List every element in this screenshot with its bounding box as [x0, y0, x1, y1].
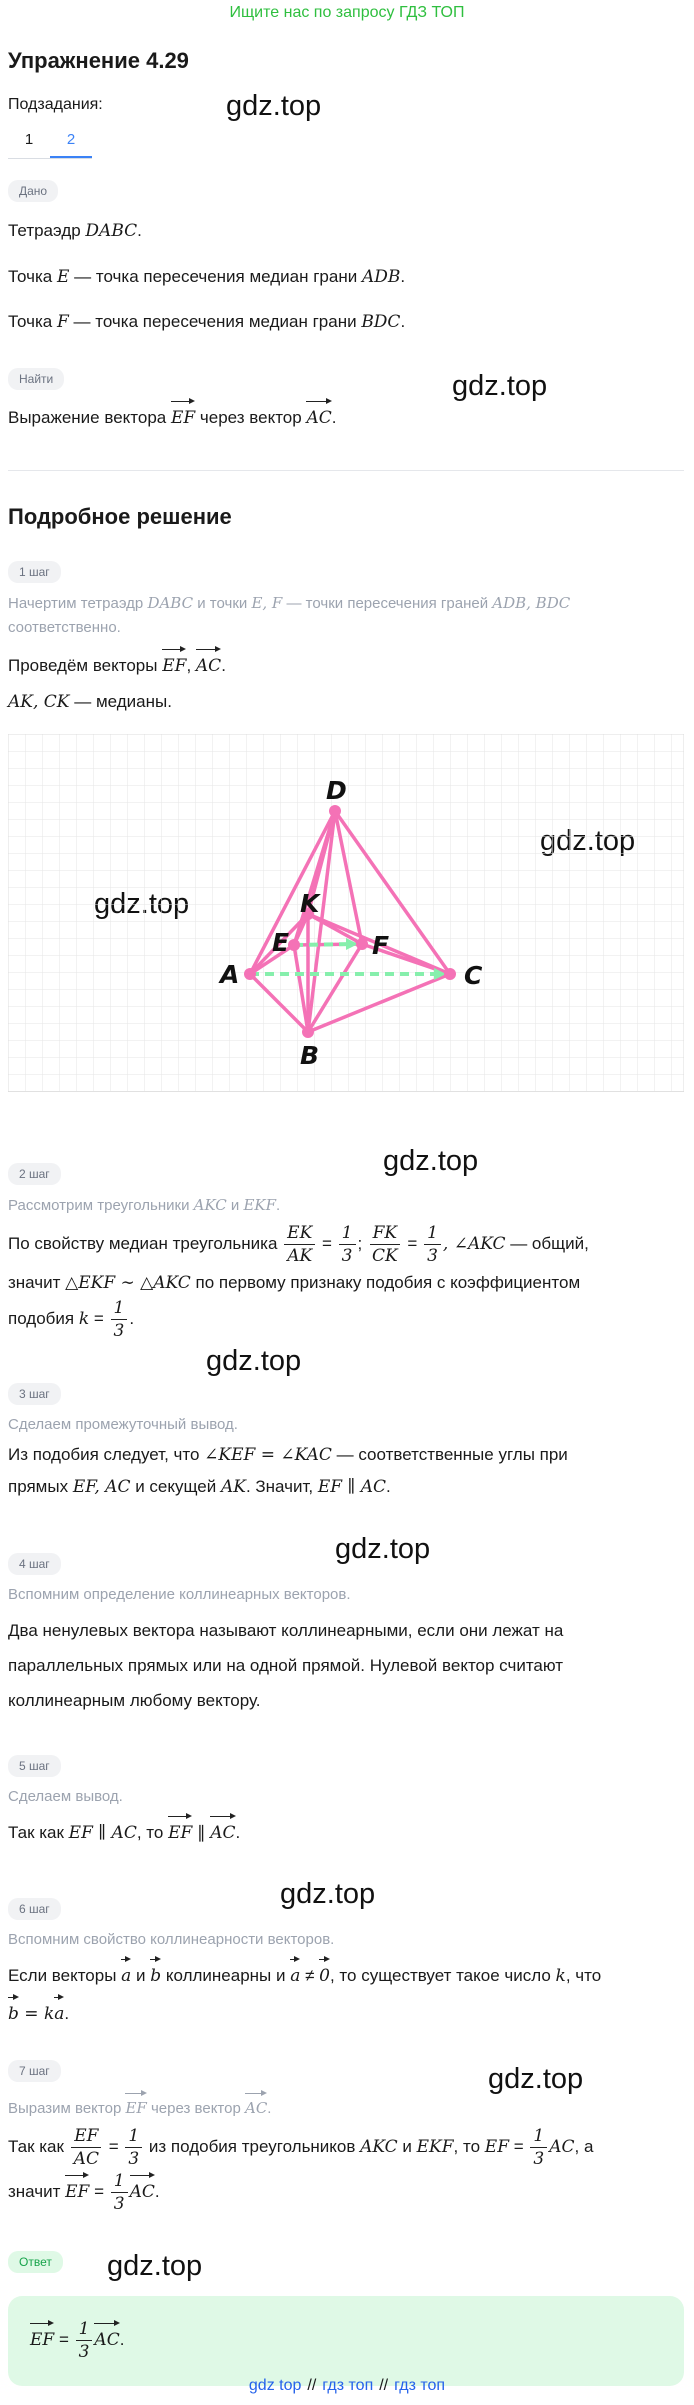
watermark: gdz.top — [335, 1533, 431, 1565]
label-D: D — [326, 776, 347, 805]
footer-link[interactable]: гдз топ — [322, 2377, 374, 2394]
answer-pill-row — [8, 2251, 684, 2273]
step-pill: 5 шаг — [8, 1755, 61, 1777]
watermark: gdz.top — [206, 1345, 302, 1377]
footer-link[interactable]: gdz top — [248, 2377, 302, 2394]
label-F: F — [372, 931, 390, 960]
step-pill: 6 шаг — [8, 1898, 61, 1920]
tab-1[interactable]: 1 — [24, 131, 34, 148]
solution-title: Подробное решение — [8, 504, 232, 529]
answer-box: EF = $\frac{1}{3}$ AC. — [8, 2296, 684, 2386]
step-2: 2 шаг Рассмотрим треугольники AKC и EKF. По свойству медиан треугольника $\frac{EK}{AK}$ = $\frac{1}{3}$ ; $\frac{FK}{CK}$ = $\frac{1}{3}$ , ∠AKC — общий, значит △EKF ∼ △AKC по первому признаку подобия с коэффициентом подобия k = $\frac{1}{3}$ . — [8, 1163, 684, 1342]
given-pill: Дано — [8, 180, 58, 202]
label-K: K — [300, 889, 320, 918]
step-1: 1 шаг Начертим тетраэдр DABC и точки E, F — точки пересечения граней ADB, BDC соответственно. Проведём векторы EF, AC. AK, CK — медианы. — [8, 561, 684, 716]
find-line: Выражение вектора EF через вектор AC. — [8, 398, 684, 432]
point-E — [288, 939, 300, 951]
solution-header — [8, 504, 684, 530]
page-title: Упражнение 4.29 — [8, 48, 189, 73]
given-line-2: Точка E — точка пересечения медиан грани ADB. — [8, 267, 406, 287]
subtasks-label: Подзадания: — [8, 96, 103, 113]
label-A: A — [220, 960, 240, 989]
watermark: gdz.top — [280, 1878, 376, 1910]
step-5: 5 шаг Сделаем вывод. Так как EF ∥ AC, то EF ∥ AC. — [8, 1755, 684, 1847]
footer-links: gdz top // гдз топ // гдз топ — [248, 2377, 446, 2394]
point-D — [329, 805, 341, 817]
step-6: 6 шаг Вспомним свойство коллинеарности векторов. Если векторы a и b коллинеарны и a ≠ 0, то существует такое число k, что b = ka. — [8, 1898, 684, 2028]
label-C: C — [464, 961, 483, 990]
search-banner[interactable]: Ищите нас по запросу ГДЗ ТОП — [229, 4, 465, 21]
point-A — [244, 968, 256, 980]
given-line-1: Тетраэдр DABC. — [8, 221, 142, 241]
watermark: gdz.top — [226, 90, 322, 122]
step-pill: 4 шаг — [8, 1553, 61, 1575]
watermark: gdz.top — [488, 2063, 584, 2095]
label-B: B — [300, 1041, 320, 1070]
find-pill: Найти — [8, 368, 64, 390]
answer-pill: Ответ — [8, 2251, 63, 2273]
given-section — [8, 180, 684, 202]
watermark: gdz.top — [383, 1145, 479, 1177]
label-E: E — [272, 928, 290, 957]
footer-link[interactable]: гдз топ — [394, 2377, 446, 2394]
step-pill: 3 шаг — [8, 1383, 61, 1405]
step-7: 7 шаг Выразим вектор EF через вектор AC. Так как $\frac{EF}{AC}$ = $\frac{1}{3}$ из подобия треугольников AKC и EKF, то EF = $\frac{1}{3}$ AC, а значит EF = $\frac{1}{3}$ AC. — [8, 2060, 684, 2215]
given-line-3: Точка F — точка пересечения медиан грани BDC. — [8, 312, 406, 332]
step-pill: 1 шаг — [8, 561, 61, 583]
find-section — [8, 368, 684, 390]
tab-2[interactable]: 2 — [50, 128, 92, 158]
step-3: 3 шаг Сделаем промежуточный вывод. Из подобия следует, что ∠KEF = ∠KAC — соответственные углы при прямых EF, AC и секущей AK. Значит, EF ∥ AC. — [8, 1383, 684, 1501]
watermark: gdz.top — [107, 2250, 203, 2282]
subtask-tabs — [8, 128, 92, 159]
step-4: 4 шаг Вспомним определение коллинеарных векторов. Два ненулевых вектора называют коллинеарными, если они лежат на параллельных прямых или на одной прямой. Нулевой вектор считают коллинеарным любому вектору. — [8, 1553, 684, 1718]
point-B — [302, 1026, 314, 1038]
watermark: gdz.top — [452, 370, 548, 402]
step-pill: 7 шаг — [8, 2060, 61, 2082]
step-pill: 2 шаг — [8, 1163, 61, 1185]
tetrahedron-diagram — [8, 734, 684, 1092]
divider — [8, 470, 684, 471]
point-F — [356, 938, 368, 950]
point-C — [444, 968, 456, 980]
